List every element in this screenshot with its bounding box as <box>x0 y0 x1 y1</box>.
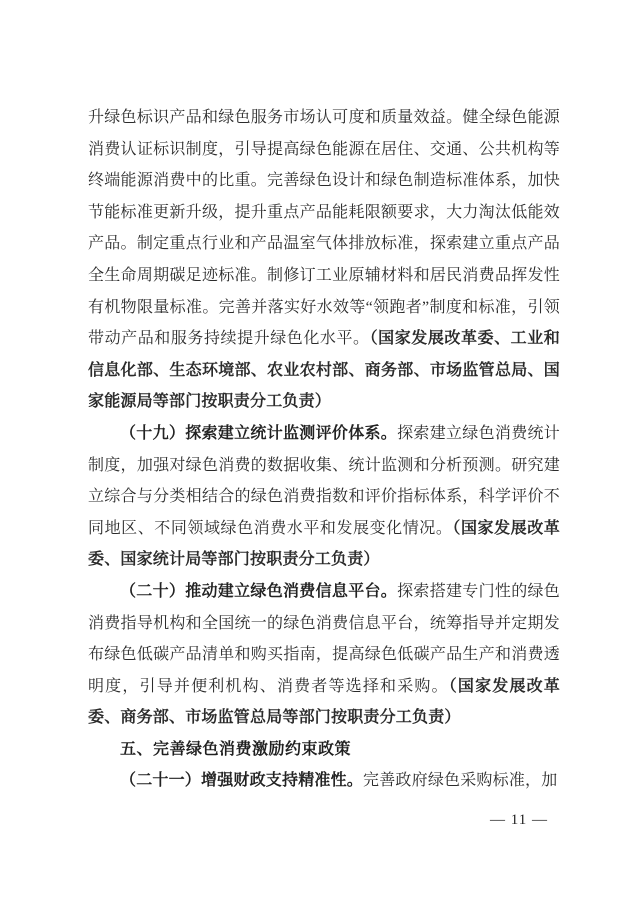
responsible-departments: （国家发展改革委、商务部、市场监管总局等部门按职责分工负责） <box>88 677 560 727</box>
clause-20-lead: （二十）推动建立绿色消费信息平台。 <box>120 582 398 600</box>
body-text-run: 探索建立绿色消费统计制度，加强对绿色消费的数据收集、统计监测和分析预测。研究建立综合与分类相结合的绿色消费指数和评价指标体系，科学评价不同地区、不同领域绿色消费水平和发展变化情况。 <box>88 424 560 537</box>
paragraph-continuation <box>88 102 560 418</box>
body-text-run: 升绿色标识产品和绿色服务市场认可度和质量效益。健全绿色能源消费认证标识制度，引导提高绿色能源在居住、交通、公共机构等终端能源消费中的比重。完善绿色设计和绿色制造标准体系，加快节能标准更新升级，提升重点产品能耗限额要求，大力淘汰低能效产品。制定重点行业和产品温室气体排放标准，探索建立重点产品全生命周期碳足迹标准。制修订工业原辅材料和居民消费品挥发性有机物限量标准。完善并落实好水效等“领跑者”制度和标准，引领带动产品和服务持续提升绿色化水平。 <box>88 109 560 348</box>
body-text-run: 探索搭建专门性的绿色消费指导机构和全国统一的绿色消费信息平台，统筹指导并定期发布绿色低碳产品清单和购买指南，提高绿色低碳产品生产和消费透明度，引导并便利机构、消费者等选择和采购。 <box>88 582 560 695</box>
clause-19-lead: （十九）探索建立统计监测评价体系。 <box>120 424 398 442</box>
paragraph-clause-20 <box>88 576 560 734</box>
document-body <box>88 102 560 797</box>
clause-21-lead: （二十一）增强财政支持精准性。 <box>120 772 364 790</box>
page-number: — 11 — <box>490 812 548 828</box>
responsible-departments: （国家发展改革委、国家统计局等部门按职责分工负责） <box>88 519 560 569</box>
paragraph-clause-21 <box>88 765 560 797</box>
section-5-heading: 五、完善绿色消费激励约束政策 <box>120 740 352 758</box>
body-text-run: 完善政府绿色采购标准，加 <box>363 772 558 790</box>
paragraph-clause-19 <box>88 418 560 576</box>
responsible-departments: （国家发展改革委、工业和信息化部、生态环境部、农业农村部、商务部、市场监管总局、国家能源局等部门按职责分工负责） <box>88 330 560 411</box>
